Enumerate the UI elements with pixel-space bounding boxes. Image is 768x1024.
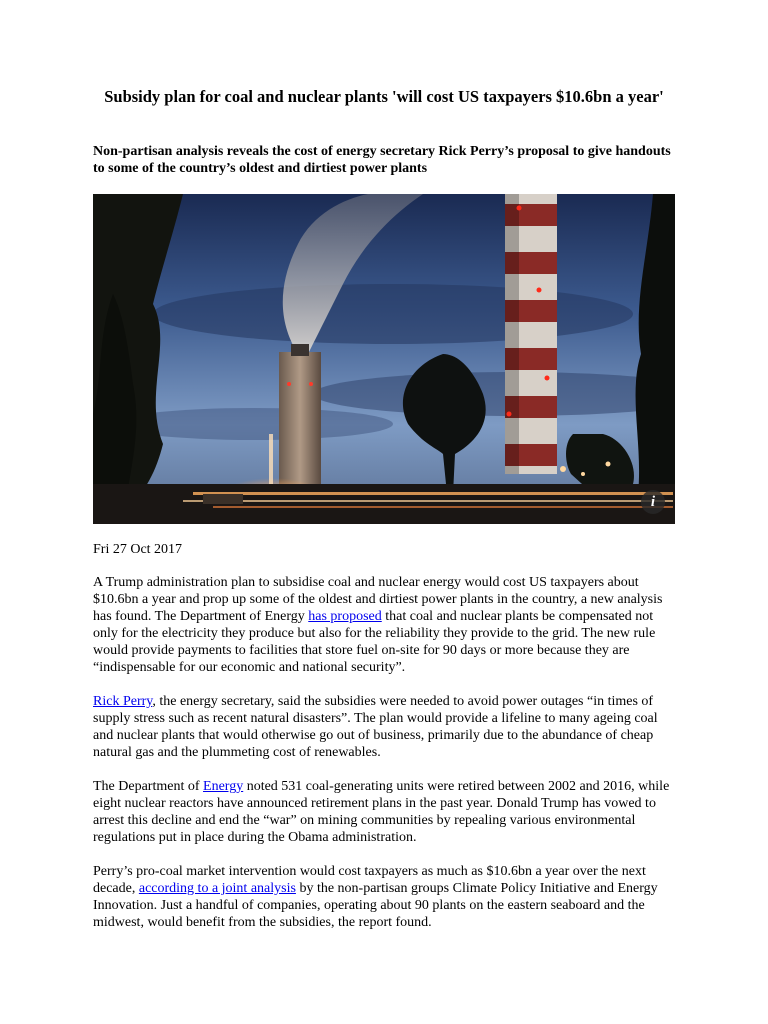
article-title: Subsidy plan for coal and nuclear plants 'will cost US taxpayers $10.6bn a year' <box>104 87 664 106</box>
paragraph-text: that coal and nuclear plants be compensated not only for the electricity they produce but also for the reliability they provide to the grid. The new rule would provide payments to facilities that store fuel on-site for 90 days or more because they are “indispensable for our economic and national security”. <box>93 609 656 675</box>
paragraph-1 <box>93 574 675 676</box>
paragraph-text: noted 531 coal-generating units were retired between 2002 and 2016, while eight nuclear reactors have announced retirement plans in the past year. Donald Trump has vowed to arrest this decline and end the “war” on mining communities by repealing various environmental regulations put in place during the Obama administration. <box>93 779 670 845</box>
rick-perry-link[interactable]: Rick Perry <box>93 694 153 709</box>
energy-link[interactable]: Energy <box>203 779 244 794</box>
has-proposed-link[interactable]: has proposed <box>308 609 382 624</box>
paragraph-text: Perry’s pro-coal market intervention would cost taxpayers as much as $10.6bn a year over the next decade, <box>93 864 646 896</box>
article-date: Fri 27 Oct 2017 <box>93 542 183 557</box>
paragraph-text: , the energy secretary, said the subsidies were needed to avoid power outages “in times of supply stress such as recent natural disasters”. The plan would provide a lifeline to many ageing coal and nuclear plants that would otherwise go out of business, primarily due to the abundance of cheap natural gas and the plummeting cost of renewables. <box>93 694 658 760</box>
paragraph-2 <box>93 693 675 761</box>
striped-chimney <box>505 194 557 474</box>
paragraph-3 <box>93 778 675 846</box>
joint-analysis-link[interactable]: according to a joint analysis <box>138 881 296 896</box>
info-icon[interactable]: i <box>641 490 665 514</box>
article-body <box>93 574 675 948</box>
paragraph-4 <box>93 863 675 931</box>
hero-image <box>93 194 675 524</box>
paragraph-text: The Department of <box>93 779 204 794</box>
paragraph-text: by the non-partisan groups Climate Policy Initiative and Energy Innovation. Just a handful of companies, operating about 90 plants on the eastern seaboard and the midwest, would benefit from the subsidies, the report found. <box>93 881 658 930</box>
paragraph-text: A Trump administration plan to subsidise coal and nuclear energy would cost US taxpayers about $10.6bn a year and prop up some of the oldest and dirtiest power plants in the country, a new analysis has found. The Department of Energy <box>93 575 663 624</box>
article-standfirst: Non-partisan analysis reveals the cost of energy secretary Rick Perry’s proposal to give handouts to some of the country’s oldest and dirtiest power plants <box>93 144 671 176</box>
